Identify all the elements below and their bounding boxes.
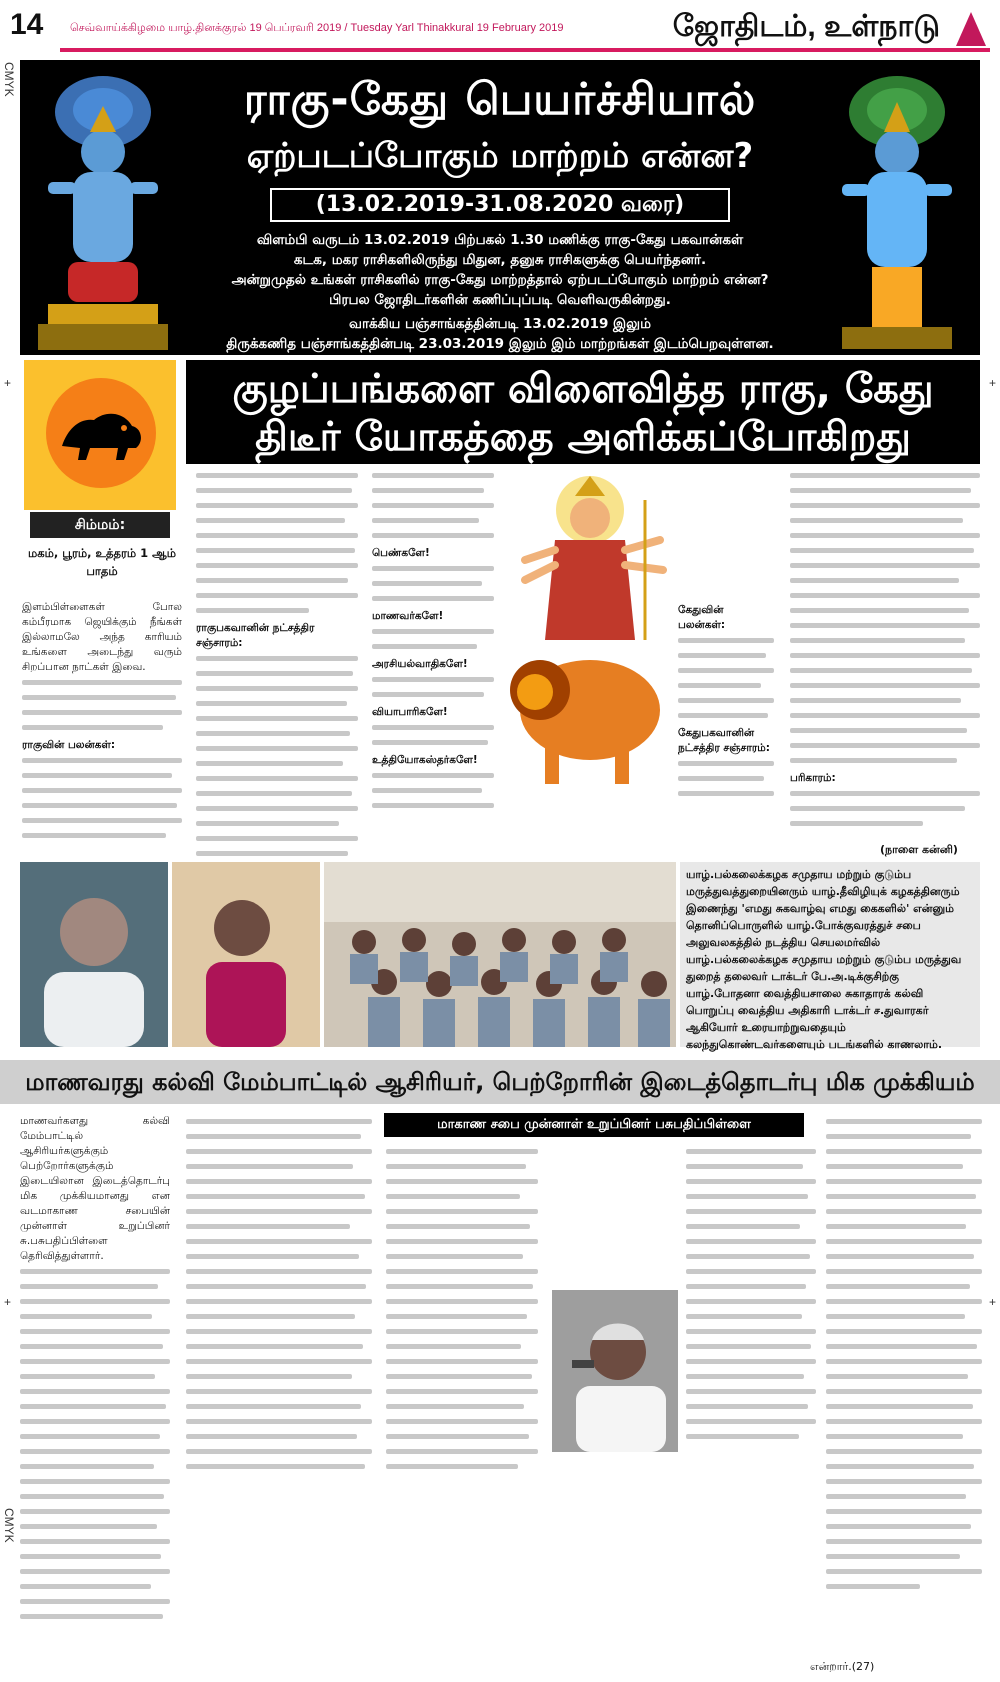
column-subheading: கேதுபகவானின் நட்சத்திர சஞ்சாரம்: — [678, 727, 770, 754]
series-signoff: (நாளை கன்னி) — [880, 843, 958, 856]
zodiac-sign-box — [24, 360, 176, 510]
column-subheading: வியாபாரிகளே! — [372, 706, 448, 718]
zodiac-sign-name: சிம்மம்: — [30, 512, 170, 538]
article2-byline: மாகாண சபை முன்னாள் உறுப்பினர் பசுபதிப்பிள்ளை — [384, 1113, 804, 1137]
article-column — [22, 600, 182, 856]
column-subheading: கேதுவின் பலன்கள்: — [678, 604, 726, 631]
ketu-deity-illustration — [822, 72, 972, 352]
color-registration-mark: CMYK — [2, 62, 16, 97]
banner-intro-line: விளம்பி வருடம் 13.02.2019 பிற்பகல் 1.30 மணிக்கு ராகு-கேது பகவான்கள் — [256, 232, 744, 248]
column-subheading: உத்தியோகஸ்தர்களே! — [372, 754, 478, 766]
column-lead-text: இளம்பிள்ளைகள் போல கம்பீரமாக ஜெயிக்கும் நீங்கள் இல்லாமலே அந்த காரியம் உங்களை அடைந்து வரும் சிறப்பான நாட்கள் இவை. — [22, 601, 182, 673]
banner-intro-line: பிரபல ஜோதிடர்களின் கணிப்புப்படி வெளிவருகின்றது. — [329, 292, 671, 308]
banner-almanac-line: திருக்கணித பஞ்சாங்கத்தின்படி 23.03.2019 இலும் இம் மாற்றங்கள் இடம்பெறவுள்ளன. — [226, 336, 774, 352]
leo-lion-icon — [54, 398, 148, 468]
column-subheading: மாணவர்களே! — [372, 610, 444, 622]
crop-mark: + — [4, 1295, 12, 1309]
column-subheading: அரசியல்வாதிகளே! — [372, 658, 468, 670]
banner-date-range: (13.02.2019-31.08.2020 வரை) — [270, 188, 730, 222]
banner-intro-line: கடக, மகர ராசிகளிலிருந்து மிதுன, தனுசு ராசிகளுக்கு பெயர்ந்தனர். — [293, 252, 707, 268]
column-subheading: ராகுவின் பலன்கள்: — [22, 739, 116, 751]
rahu-deity-illustration — [28, 72, 178, 352]
banner-almanac-line: வாக்கிய பஞ்சாங்கத்தின்படி 13.02.2019 இலும் — [349, 316, 651, 332]
article-column — [372, 468, 494, 856]
article2-column — [386, 1144, 538, 1674]
horoscope-headline — [186, 360, 980, 464]
goddess-on-lion-illustration — [495, 470, 675, 790]
article2-column — [186, 1114, 372, 1674]
dateline: செவ்வாய்க்கிழமை யாழ்.தினக்குரல் 19 பெப்ரவரி 2019 / Tuesday Yarl Thinakkural 19 February 2019 — [70, 22, 564, 34]
photo-speaker-woman — [172, 862, 320, 1047]
crop-mark: + — [4, 376, 12, 390]
column-subheading: பெண்களே! — [372, 547, 430, 559]
banner-almanac-note — [195, 314, 805, 354]
article2-lead: மாணவர்களது கல்வி மேம்பாட்டில் ஆசிரியர்களுக்கும் பெற்றோர்களுக்கும் இடையிலான இடைத்தொடர்பு மிக முக்கியமானது என வடமாகாண சபையின் முன்னாள் உறுப்பினர் சு.பசுபதிப்பிள்ளை தெரிவித்துள்ளார். — [20, 1115, 170, 1262]
article2-headline: மாணவரது கல்வி மேம்பாட்டில் ஆசிரியர், பெற்றோரின் இடைத்தொடர்பு மிக முக்கியம் — [0, 1060, 1000, 1104]
banner-subtitle: ஏற்படப்போகும் மாற்றம் என்ன? — [246, 136, 754, 176]
article2-column — [20, 1114, 170, 1674]
column-subheading: பரிகாரம்: — [790, 772, 836, 784]
headline-line: குழப்பங்களை விளைவித்த ராகு, கேது — [232, 366, 934, 412]
page-header — [0, 0, 1000, 60]
page-number: 14 — [10, 8, 44, 41]
color-registration-mark: CMYK — [2, 1508, 16, 1543]
zodiac-sign-stars: மகம், பூரம், உத்தரம் 1 ஆம் பாதம் — [28, 546, 176, 578]
masthead-logo — [956, 12, 986, 46]
photo-audience — [324, 862, 676, 1047]
photo-caption: யாழ்.பல்கலைக்கழக சமுதாய மற்றும் குடும்ப மருத்துவத்துறையினரும் யாழ்.தீவிழியுக் கழகத்தினரும் இணைந்து 'எமது சுகவாழ்வு எமது கைகளில்' என்னும் தொனிப்பொருளில் யாழ்.போக்குவரத்துச் சபை அலுவலகத்தில் நடத்திய செயலமர்வில் யாழ்.பல்கலைக்கழக சமுதாய மற்றும் குடும்ப மருத்துவ துறைத் தலைவர் டாக்டர் பே.அ.டிக்குசிற்கு யாழ்.போதனா வைத்தியசாலை சுகாதாரக் கல்வி பொறுப்பு வைத்திய அதிகாரி டாக்டர் ச.துவாரகர் ஆகியோர் உரையாற்றுவதையும் கலந்துகொண்டவர்களையும் படங்களில் காணலாம். — [680, 862, 980, 1047]
photo-politician-portrait — [552, 1290, 678, 1452]
headline-line: திடீர் யோகத்தை அளிக்கப்போகிறது — [255, 414, 911, 460]
feature-banner — [20, 60, 980, 355]
article2-column — [686, 1144, 816, 1674]
column-subheading: ராகுபகவானின் நட்சத்திர சஞ்சாரம்: — [196, 622, 315, 649]
article-column — [790, 468, 980, 840]
banner-intro — [195, 230, 805, 310]
crop-mark: + — [988, 376, 996, 390]
crop-mark: + — [988, 1295, 996, 1309]
article2-end: என்றார்.(27) — [810, 1660, 875, 1673]
photo-speaker-man — [20, 862, 168, 1047]
banner-intro-line: அன்றுமுதல் உங்கள் ராசிகளில் ராகு-கேது மாற்றத்தால் ஏற்படப்போகும் மாற்றம் என்ன? — [231, 272, 769, 288]
section-title: ஜோதிடம், உள்நாடு — [672, 10, 940, 43]
article2-column — [826, 1114, 982, 1654]
banner-title: ராகு-கேது பெயர்ச்சியால் — [243, 74, 757, 125]
article-column — [196, 468, 358, 856]
article-column — [678, 600, 774, 856]
header-rule — [60, 48, 990, 52]
